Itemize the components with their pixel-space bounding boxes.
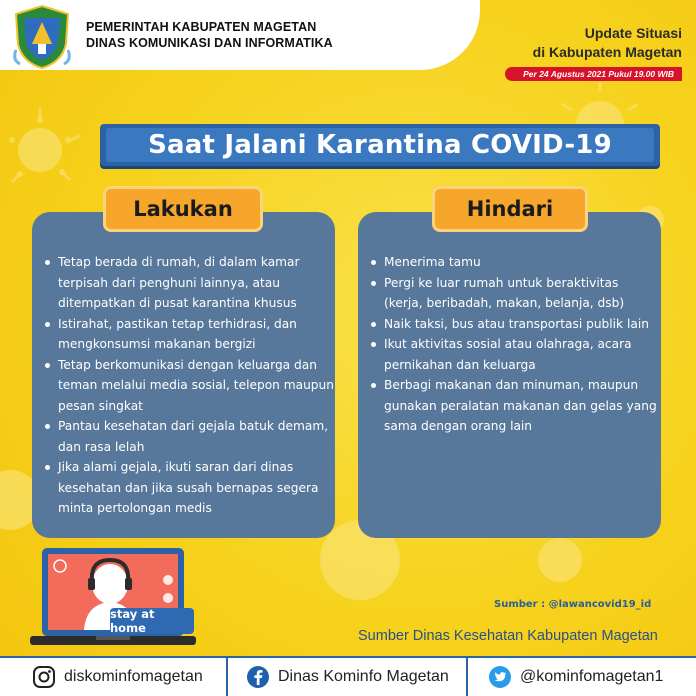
update-date-badge: Per 24 Agustus 2021 Pukul 19.00 WIB — [505, 67, 682, 81]
source-handle: Sumber : @lawancovid19_id — [494, 599, 652, 610]
hindari-list — [370, 252, 660, 437]
lakukan-list — [44, 252, 334, 519]
facebook-link[interactable] — [246, 658, 449, 696]
lakukan-tab-label: Lakukan — [133, 197, 233, 221]
list-item: Jika alami gejala, ikuti saran dari dinas kesehatan dan jika susah bernapas segera minta pertolongan medis — [44, 457, 334, 519]
update-title-line2: di Kabupaten Magetan — [532, 44, 682, 60]
lakukan-tab — [103, 186, 263, 232]
page-title: Saat Jalani Karantina COVID-19 — [148, 130, 612, 160]
list-item: Tetap berada di rumah, di dalam kamar terpisah dari penghuni lainnya, atau ditempatkan di pusat karantina khusus — [44, 252, 334, 314]
hindari-tab-label: Hindari — [466, 197, 554, 221]
header-government-name: PEMERINTAH KABUPATEN MAGETAN — [86, 20, 317, 34]
list-item: Menerima tamu — [370, 252, 660, 273]
twitter-link[interactable] — [488, 658, 663, 696]
list-item: Berbagi makanan dan minuman, maupun gunakan peralatan makanan dan gelas yang sama dengan orang lain — [370, 375, 660, 437]
list-item: Ikut aktivitas sosial atau olahraga, acara pernikahan dan keluarga — [370, 334, 660, 375]
footer-bar — [0, 656, 696, 696]
footer-divider — [226, 658, 228, 696]
header-department-name: DINAS KOMUNIKASI DAN INFORMATIKA — [86, 36, 333, 50]
list-item: Naik taksi, bus atau transportasi publik lain — [370, 314, 660, 335]
source-credit: Sumber Dinas Kesehatan Kabupaten Magetan — [358, 628, 658, 644]
footer-divider — [466, 658, 468, 696]
twitter-handle: @kominfomagetan1 — [520, 668, 664, 685]
list-item: Tetap berkomunikasi dengan keluarga dan teman melalui media sosial, telepon maupun pesan singkat — [44, 355, 334, 417]
instagram-handle: diskominfomagetan — [64, 668, 203, 685]
instagram-icon — [32, 665, 56, 689]
title-banner — [100, 124, 660, 166]
facebook-icon — [246, 665, 270, 689]
update-box — [505, 24, 682, 81]
hindari-tab — [432, 186, 588, 232]
twitter-icon — [488, 665, 512, 689]
list-item: Istirahat, pastikan tetap terhidrasi, dan mengkonsumsi makanan bergizi — [44, 314, 334, 355]
magetan-logo — [12, 4, 72, 70]
facebook-page-name: Dinas Kominfo Magetan — [278, 668, 449, 685]
list-item: Pantau kesehatan dari gejala batuk demam, dan rasa lelah — [44, 416, 334, 457]
list-item: Pergi ke luar rumah untuk beraktivitas (kerja, beribadah, makan, belanja, dsb) — [370, 273, 660, 314]
update-title-line1: Update Situasi — [584, 25, 682, 41]
title-banner-inner — [106, 128, 654, 162]
instagram-link[interactable] — [32, 658, 203, 696]
stay-at-home-badge: stay at home — [110, 608, 194, 634]
header-bar — [0, 0, 480, 70]
